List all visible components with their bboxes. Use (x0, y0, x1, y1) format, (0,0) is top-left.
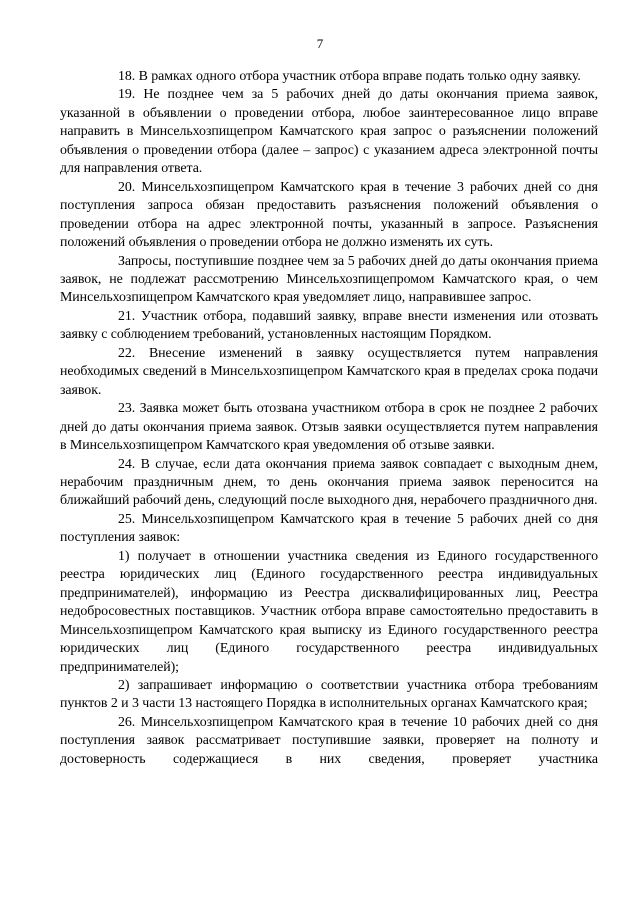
paragraph-requests: Запросы, поступившие позднее чем за 5 рабочих дней до даты окончания приема заявок, не подлежат рассмотрению Минсельхозпищепромом Камчатского края, о чем Минсельхозпищепром Камчатского края уведомляет лицо, направившее запрос. (60, 253, 598, 306)
paragraph-24: 24. В случае, если дата окончания приема заявок совпадает с выходным днем, нерабочим праздничным днем, то день окончания приема заявок переносится на ближайший рабочий день, следующий после выходного дня, нерабочего праздничного дня. (60, 456, 598, 509)
paragraph-26: 26. Минсельхозпищепром Камчатского края в течение 10 рабочих дней со дня поступления заявок рассматривает поступившие заявки, проверяет на полноту и достоверность содержащиеся в них сведения, проверяет участника (60, 714, 598, 767)
page-number: 7 (316, 36, 324, 51)
paragraph-22: 22. Внесение изменений в заявку осуществляется путем направления необходимых сведений в Минсельхозпищепром Камчатского края в пределах срока подачи заявок. (60, 345, 598, 398)
paragraph-25: 25. Минсельхозпищепром Камчатского края в течение 5 рабочих дней со дня поступления заявок: (60, 511, 598, 546)
paragraph-19: 19. Не позднее чем за 5 рабочих дней до даты окончания приема заявок, указанной в объявлении о проведении отбора, любое заинтересованное лицо вправе направить в Минсельхозпищепром Камчатского края запрос о разъяснении положений объявления о проведении отбора (далее – запрос) с указанием адреса электронной почты для направления ответа. (60, 87, 598, 177)
document-body (60, 68, 598, 769)
paragraph-18: 18. В рамках одного отбора участник отбора вправе подать только одну заявку. (118, 69, 581, 84)
paragraph-21: 21. Участник отбора, подавший заявку, вправе внести изменения или отозвать заявку с соблюдением требований, установленных настоящим Порядком. (60, 308, 598, 343)
paragraph-20: 20. Минсельхозпищепром Камчатского края в течение 3 рабочих дней со дня поступления запроса обязан предоставить разъяснения положений объявления о проведении отбора на адрес электронной почты, указанный в запросе. Разъяснения положений объявления о проведении отбора не должно изменять их суть. (60, 179, 598, 251)
paragraph-25-item-2: 2) запрашивает информацию о соответствии участника отбора требованиям пунктов 2 и 3 части 13 настоящего Порядка в исполнительных органах Камчатского края; (60, 677, 598, 712)
paragraph-25-item-1: 1) получает в отношении участника сведения из Единого государственного реестра юридических лиц (Единого государственного реестра индивидуальных предпринимателей), информацию из Реестра дисквалифицированных лиц, Реестра недобросовестных поставщиков. Участник отбора вправе самостоятельно предоставить в Минсельхозпищепром Камчатского края выписку из Единого государственного реестра юридических лиц (Единого государственного реестра индивидуальных предпринимателей); (60, 548, 598, 675)
paragraph-23: 23. Заявка может быть отозвана участником отбора в срок не позднее 2 рабочих дней до даты окончания приема заявок. Отзыв заявки осуществляется путем направления в Минсельхозпищепром Камчатского края уведомления об отзыве заявки. (60, 401, 598, 454)
